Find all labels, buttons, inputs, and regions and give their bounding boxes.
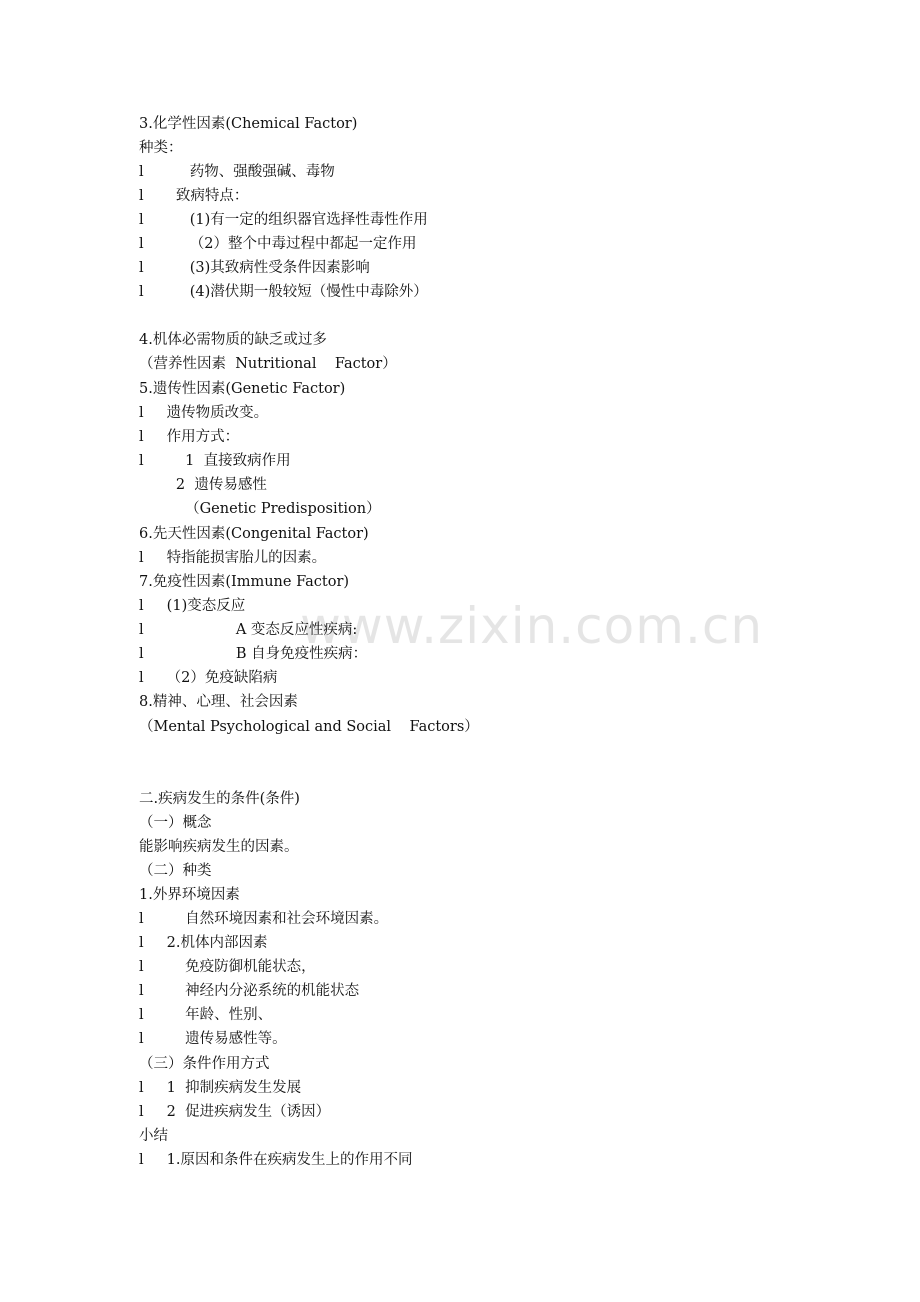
text-line: 小结 [139,1128,168,1144]
text-line: l A 变态反应性疾病: [139,622,358,638]
text-line: 种类： [139,140,183,156]
text-line: （一）概念 [139,815,212,831]
text-line: l 自然环境因素和社会环境因素。 [139,911,389,927]
text-line: l 2 促进疾病发生（诱因） [139,1104,331,1120]
text-line: 二.疾病发生的条件(条件) [139,791,300,807]
text-line: l 神经内分泌系统的机能状态 [139,983,360,999]
text-line: l （2）免疫缺陷病 [139,670,278,686]
text-line: l 1 抑制疾病发生发展 [139,1080,302,1096]
text-line: l 药物、强酸强碱、毒物 [139,164,335,180]
text-line: l 遗传易感性等。 [139,1031,287,1047]
watermark: www.zixin.com.cn [300,597,764,655]
text-line: l 免疫防御机能状态， [139,959,316,975]
text-line: （营养性因素 Nutritional Factor） [139,356,397,372]
text-line: l 特指能损害胎儿的因素。 [139,550,327,566]
text-line: （三）条件作用方式 [139,1056,270,1072]
text-line: 8.精神、心理、社会因素 [139,694,298,710]
text-line: l 1.原因和条件在疾病发生上的作用不同 [139,1152,413,1168]
text-line: l 年龄、性别、 [139,1007,273,1023]
text-line: l (1)变态反应 [139,598,246,614]
text-line: （二）种类 [139,863,212,879]
text-line: l (4)潜伏期一般较短（慢性中毒除外） [139,284,428,300]
text-line: l 作用方式： [139,429,240,445]
text-line: 4.机体必需物质的缺乏或过多 [139,332,327,348]
text-line: 能影响疾病发生的因素。 [139,839,299,855]
text-line: l 致病特点： [139,188,249,204]
text-line: l 1 直接致病作用 [139,453,291,469]
text-line: 1.外界环境因素 [139,887,240,903]
text-line: 2 遗传易感性 [139,477,267,493]
text-line: 5.遗传性因素(Genetic Factor) [139,381,346,397]
text-line: l B 自身免疫性疾病： [139,646,368,662]
text-line: 7.免疫性因素(Immune Factor) [139,574,350,590]
text-line: （Genetic Predisposition） [139,501,381,517]
text-line: l （2）整个中毒过程中都起一定作用 [139,236,417,252]
text-line: （Mental Psychological and Social Factors） [139,719,479,735]
text-line: l (3)其致病性受条件因素影响 [139,260,370,276]
text-line: 3.化学性因素(Chemical Factor) [139,116,358,132]
text-line: l 遗传物质改变。 [139,405,269,421]
text-line: l 2.机体内部因素 [139,935,268,951]
text-line: 6.先天性因素(Congenital Factor) [139,526,369,542]
text-line: l (1)有一定的组织器官选择性毒性作用 [139,212,428,228]
